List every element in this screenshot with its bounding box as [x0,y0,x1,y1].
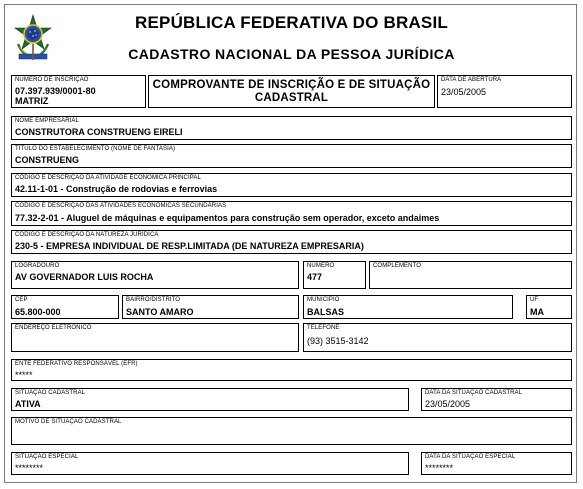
data-situacao-value: 23/05/2005 [425,399,471,409]
fantasia-value: CONSTRUENG [15,155,80,165]
data-situacao-especial-label: DATA DA SITUAÇÃO ESPECIAL [425,454,516,460]
logradouro-label: LOGRADOURO [15,263,60,269]
cep-label: CEP [15,297,28,303]
situacao-cadastral-box [11,388,409,411]
nome-empresarial-box [11,116,572,140]
inscricao-number: 07.397.939/0001-80 [15,86,96,96]
bairro-value: SANTO AMARO [126,307,194,317]
logradouro-value: AV GOVERNADOR LUIS ROCHA [15,272,154,282]
uf-value: MA [530,307,544,317]
bairro-box [122,295,299,319]
telefone-box [303,323,572,352]
comprovante-title-line1: COMPROVANTE DE INSCRIÇÃO E DE SITUAÇÃO [152,79,431,91]
bairro-label: BAIRRO/DISTRITO [126,297,181,303]
data-situacao-label: DATA DA SITUAÇÃO CADASTRAL [425,390,523,396]
motivo-box [11,417,572,445]
data-situacao-especial-box [421,452,572,475]
atividade-principal-value: 42.11-1-01 - Construção de rodovias e ferrovias [15,184,218,194]
comprovante-box [148,75,435,108]
email-box [11,323,299,352]
efr-value: ***** [15,370,33,380]
data-situacao-box [421,388,572,411]
email-label: ENDEREÇO ELETRÔNICO [15,325,92,331]
data-situacao-especial-value: ******** [425,463,454,473]
uf-label: UF [530,297,539,303]
telefone-value: (93) 3515-3142 [307,336,369,346]
situacao-especial-value: ******** [15,463,44,473]
efr-label: ENTE FEDERATIVO RESPONSÁVEL (EFR) [15,361,138,367]
atividades-secundarias-box [11,201,572,226]
abertura-box [437,75,572,108]
numero-value: 477 [307,272,323,282]
uf-box [526,295,572,319]
abertura-label: DATA DE ABERTURA [441,77,502,83]
logradouro-box [11,261,299,289]
efr-box [11,359,572,381]
inscricao-label: NÚMERO DE INSCRIÇÃO [15,77,89,83]
nome-empresarial-label: NOME EMPRESARIAL [15,118,79,124]
document-title: REPÚBLICA FEDERATIVA DO BRASIL [135,13,448,32]
cep-value: 65.800-000 [15,307,61,317]
atividades-secundarias-value: 77.32-2-01 - Aluguel de máquinas e equipamentos para construção sem operador, exceto andaimes [15,213,440,223]
natureza-juridica-value: 230-5 - EMPRESA INDIVIDUAL DE RESP.LIMITADA (DE NATUREZA EMPRESARIA) [15,241,364,251]
situacao-especial-label: SITUAÇÃO ESPECIAL [15,454,79,460]
abertura-value: 23/05/2005 [441,87,487,97]
natureza-juridica-label: CÓDIGO E DESCRIÇÃO DA NATUREZA JURÍDICA [15,232,159,238]
nome-empresarial-value: CONSTRUTORA CONSTRUENG EIRELI [15,127,183,137]
municipio-label: MUNICÍPIO [307,297,340,303]
municipio-value: BALSAS [307,307,345,317]
inscricao-type: MATRIZ [15,96,49,106]
atividade-principal-label: CÓDIGO E DESCRIÇÃO DA ATIVIDADE ECONÔMICA PRINCIPAL [15,175,201,181]
cep-box [11,295,119,319]
fantasia-box [11,144,572,168]
motivo-label: MOTIVO DE SITUAÇÃO CADASTRAL [15,419,122,425]
fantasia-label: TÍTULO DO ESTABELECIMENTO (NOME DE FANTASIA) [15,146,176,152]
comprovante-title-line2: CADASTRAL [254,92,329,104]
atividades-secundarias-label: CÓDIGO E DESCRIÇÃO DAS ATIVIDADES ECONÔMICAS SECUNDÁRIAS [15,203,227,209]
inscricao-box [11,75,146,108]
numero-label: NÚMERO [307,263,335,269]
situacao-cadastral-label: SITUAÇÃO CADASTRAL [15,390,86,396]
municipio-box [303,295,513,319]
document-subtitle: CADASTRO NACIONAL DA PESSOA JURÍDICA [128,46,455,62]
situacao-especial-box [11,452,409,475]
situacao-cadastral-value: ATIVA [15,399,41,409]
complemento-box [369,261,572,289]
atividade-principal-box [11,173,572,197]
complemento-label: COMPLEMENTO [373,263,421,269]
natureza-juridica-box [11,230,572,254]
numero-box [303,261,366,289]
telefone-label: TELEFONE [307,325,340,331]
